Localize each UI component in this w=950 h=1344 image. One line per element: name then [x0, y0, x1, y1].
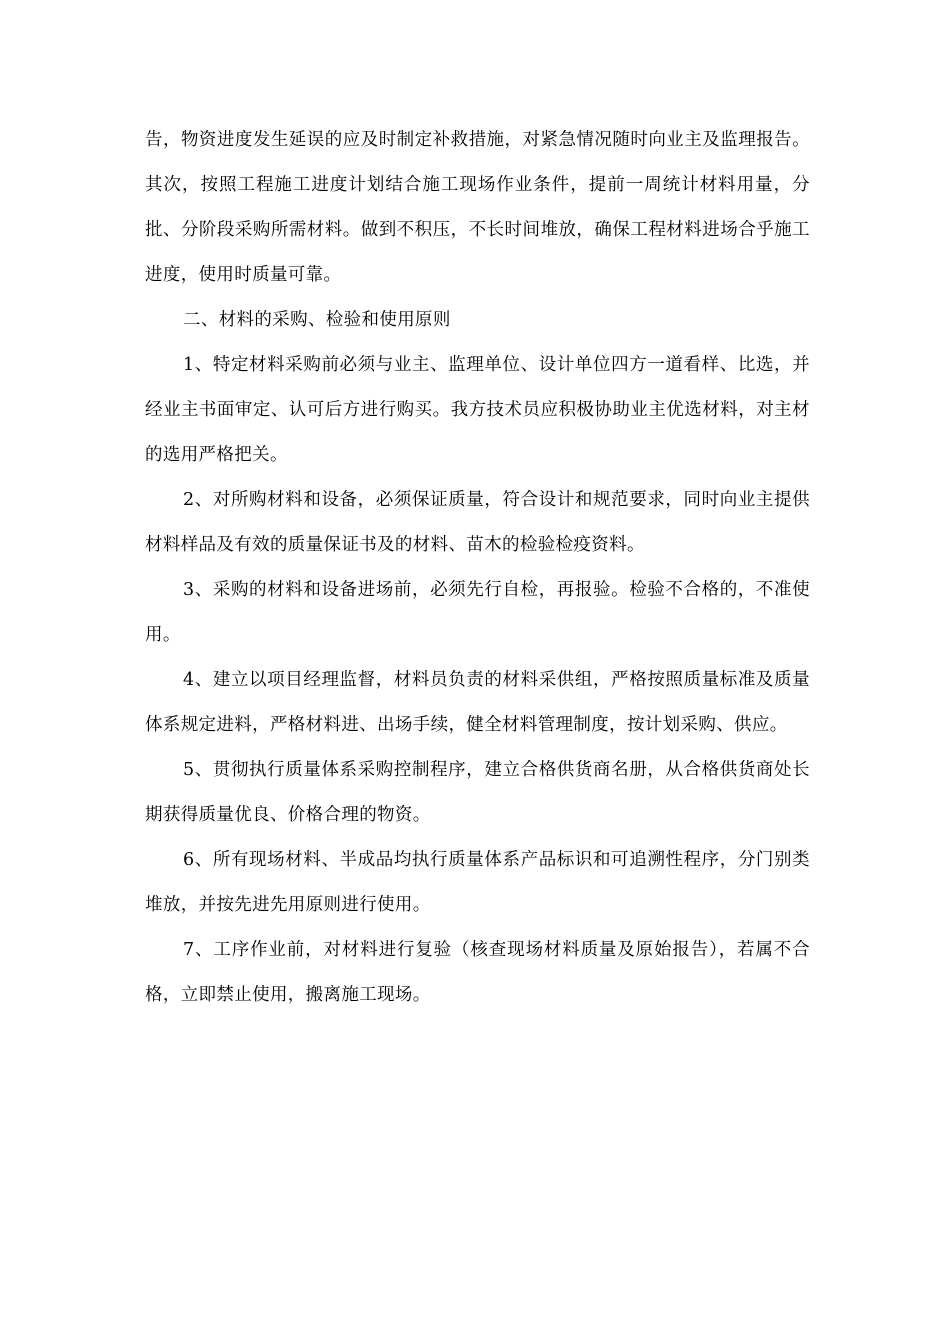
paragraph-item-7: 7、工序作业前，对材料进行复验（核查现场材料质量及原始报告），若属不合格，立即禁止使用，搬离施工现场。 [145, 940, 810, 1005]
paragraph-item-5: 5、贯彻执行质量体系采购控制程序，建立合格供货商名册，从合格供货商处长期获得质量优良、价格合理的物资。 [145, 760, 810, 825]
paragraph-item-6: 6、所有现场材料、半成品均执行质量体系产品标识和可追溯性程序，分门别类堆放，并按先进先用原则进行使用。 [145, 850, 810, 915]
paragraph-item-1: 1、特定材料采购前必须与业主、监理单位、设计单位四方一道看样、比选，并经业主书面审定、认可后方进行购买。我方技术员应积极协助业主优选材料，对主材的选用严格把关。 [145, 355, 810, 465]
paragraph-item-2: 2、对所购材料和设备，必须保证质量，符合设计和规范要求，同时向业主提供材料样品及有效的质量保证书及的材料、苗木的检验检疫资料。 [145, 490, 810, 555]
paragraph-item-3: 3、采购的材料和设备进场前，必须先行自检，再报验。检验不合格的，不准使用。 [145, 580, 810, 645]
document-body [145, 118, 810, 1018]
paragraph-item-4: 4、建立以项目经理监督，材料员负责的材料采供组，严格按照质量标准及质量体系规定进料，严格材料进、出场手续，健全材料管理制度，按计划采购、供应。 [145, 670, 810, 735]
section-heading: 二、材料的采购、检验和使用原则 [183, 310, 451, 330]
paragraph-continuation: 告，物资进度发生延误的应及时制定补救措施，对紧急情况随时向业主及监理报告。其次，按照工程施工进度计划结合施工现场作业条件，提前一周统计材料用量，分批、分阶段采购所需材料。做到不积压，不长时间堆放，确保工程材料进场合乎施工进度，使用时质量可靠。 [145, 130, 810, 285]
